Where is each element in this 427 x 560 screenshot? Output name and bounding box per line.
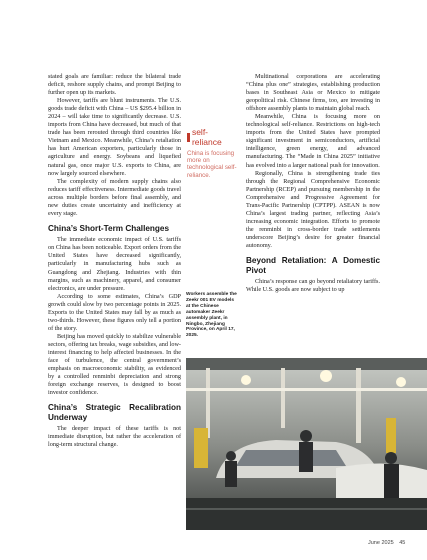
paragraph: Multinational corporations are accelerating “China plus one” strategies, establishing production bases in Southeast Asia or Mexico to mitigate geopolitical risk. Chinese firms, too, are investing in offshore assembly plants to maintain global reach. xyxy=(246,73,380,113)
photo-caption: Workers assemble the Zeekr 001 EV models at the Chinese automaker Zeekr assembly plant, in Ningbo, Zhejiang Province, on April 17, 2025. xyxy=(186,292,237,339)
page-footer xyxy=(364,540,405,546)
pull-quote-text: China is focusing more on technological self-reliance. xyxy=(187,150,237,179)
pull-quote-title xyxy=(187,127,237,147)
paragraph: However, tariffs are blunt instruments. The U.S. goods trade deficit with China – US $295.4 billion in 2024 – will take time to significantly decrease. U.S. imports from China have decreased, but much of that trade has been rerouted through third countries like Vietnam and Mexico. Meanwhile, China’s retaliation has hurt American exporters, particularly those in agriculture and energy. Soybeans and liquefied natural gas, once major U.S. exports to China, are now largely sourced elsewhere. xyxy=(48,97,181,177)
right-column xyxy=(246,73,380,294)
issue-date: June 2025 xyxy=(368,540,394,546)
section-heading: China’s Strategic Recalibration Underway xyxy=(48,403,181,422)
paragraph: The complexity of modern supply chains also reduces tariff effectiveness. Intermediate goods travel across multiple borders before final assembly, and new duties create uncertainty and inefficiency at every stage. xyxy=(48,177,181,217)
paragraph: Meanwhile, China is focusing more on technological self-reliance. Restrictions on high-tech imports from the United States have prompted significant investment in semiconductors, artificial intelligence, green energy, and advanced manufacturing. The “Made in China 2025” initiative has evolved into a larger national push for innovation. xyxy=(246,113,380,169)
paragraph: China’s response can go beyond retaliatory tariffs. While U.S. goods are now subject to up xyxy=(246,278,380,294)
pull-quote xyxy=(187,127,237,179)
paragraph: The deeper impact of these tariffs is not immediate disruption, but rather the acceleration of long-term structural change. xyxy=(48,425,181,449)
pull-quote-title-text: self-reliance xyxy=(191,127,222,147)
pull-quote-bar xyxy=(187,133,190,142)
paragraph: Regionally, China is strengthening trade ties through the Regional Comprehensive Economic Partnership (RCEP) and pursuing membership in the Comprehensive and Progressive Agreement for Trans-Pacific Partnership (CPTPP). ASEAN is now China’s largest trading partner, reflecting Asia’s increasing economic integration. Efforts to promote the renminbi in cross-border trade settlements underscore Beijing’s desire for greater financial autonomy. xyxy=(246,169,380,249)
page-number: 45 xyxy=(399,540,406,546)
paragraph: Beijing has moved quickly to stabilize vulnerable sectors, offering tax breaks, wage subsidies, and low-interest financing to help affected businesses. In the face of turbulence, the central government’s emphasis on macroeconomic stability, as evidenced by a controlled renminbi depreciation and strong foreign exchange reserves, is designed to boost investor confidence. xyxy=(48,332,181,397)
paragraph: According to some estimates, China’s GDP growth could slow by two percentage points in 2025. Exports to the United States may fall by as much as two-thirds. However, these figures only tell a portion of the story. xyxy=(48,292,181,332)
factory-photo xyxy=(186,358,427,530)
paragraph: The immediate economic impact of U.S. tariffs on China has been noticeable. Export orders from the United States have decreased significantly, particularly in manufacturing hubs such as Guangdong and Zhejiang. Industries with thin margins, such as machinery, apparel, and consumer electronics, are under pressure. xyxy=(48,236,181,292)
factory-photo-illustration xyxy=(186,358,427,530)
paragraph: stated goals are familiar: reduce the bilateral trade deficit, reshore supply chains, and prompt Beijing to further open up its markets. xyxy=(48,73,181,97)
section-heading: Beyond Retaliation: A Domestic Pivot xyxy=(246,256,380,275)
left-column xyxy=(48,73,181,449)
section-heading: China’s Short-Term Challenges xyxy=(48,223,170,233)
